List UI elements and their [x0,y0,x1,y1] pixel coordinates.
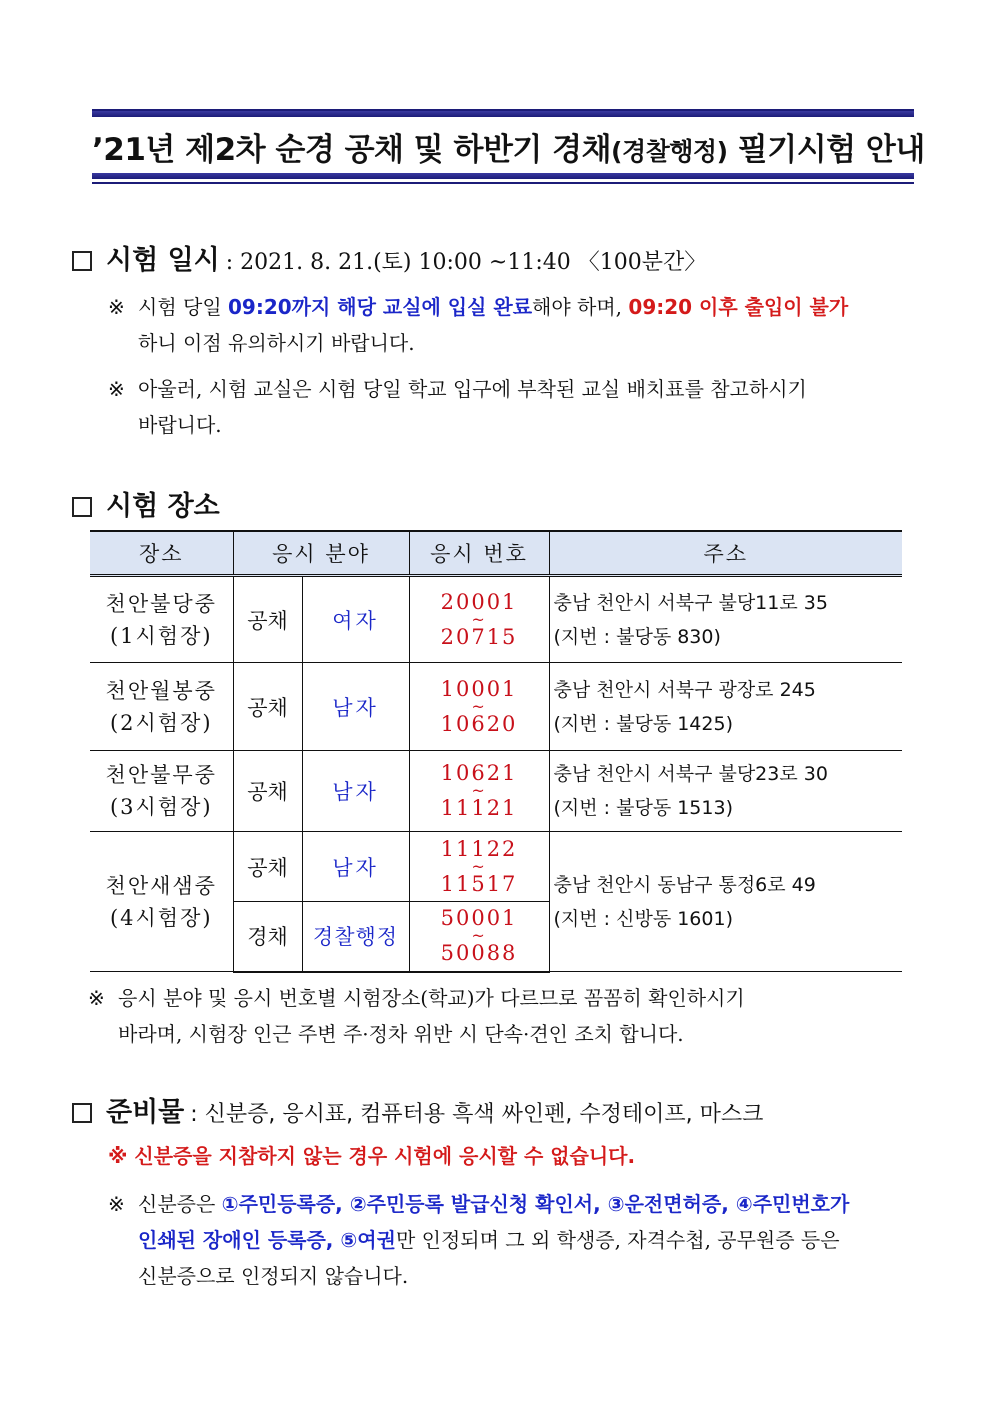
exam-type-cell: 공채 [233,832,302,902]
school-cell: 천안불당중 (1시험장) [90,576,233,663]
table-row [90,832,902,902]
section-exam-date: 시험 일시 : 2021. 8. 21.(토) 10:00 ~11:40 〈100분간〉 [72,238,706,277]
address-cell: 충남 천안시 서북구 불당23로 30 (지번 : 불당동 1513) [549,751,902,832]
checkbox-square-icon [72,1103,92,1123]
exam-place-note: ※ 응시 분야 및 응시 번호별 시험장소(학교)가 다르므로 꼼꼼히 확인하시기 바라며, 시험장 인근 주변 주·정차 위반 시 단속·견인 조치 합니다. [88,986,745,1046]
school-cell: 천안월봉중 (2시험장) [90,663,233,751]
section-exam-place: 시험 장소 [72,484,220,523]
exam-field-cell: 여자 [302,576,409,663]
exam-number-range: 50001 ~ 50088 [409,902,549,972]
exam-field-cell: 남자 [302,832,409,902]
school-cell: 천안새샘중 (4시험장) [90,832,233,972]
exam-place-table [90,530,902,973]
address-cell: 충남 천안시 서북구 불당11로 35 (지번 : 불당동 830) [549,576,902,663]
table-row [90,751,902,832]
col-header-field: 응시 분야 [233,531,409,576]
seat-chart-note: ※ 아울러, 시험 교실은 시험 당일 학교 입구에 부착된 교실 배치표를 참고하시기 바랍니다. [108,377,807,437]
address-cell: 충남 천안시 동남구 통정6로 49 (지번 : 신방동 1601) [549,832,902,972]
id-required-warning: ※ 신분증을 지참하지 않는 경우 시험에 응시할 수 없습니다. [108,1144,636,1168]
exam-field-cell: 남자 [302,663,409,751]
exam-type-cell: 공채 [233,576,302,663]
table-header-row [90,531,902,576]
col-header-place: 장소 [90,531,233,576]
exam-type-cell: 경채 [233,902,302,972]
checkbox-square-icon [72,497,92,517]
checkbox-square-icon [72,251,92,271]
section-supplies: 준비물 : 신분증, 응시표, 컴퓨터용 흑색 싸인펜, 수정테이프, 마스크 [72,1090,763,1129]
col-header-address: 주소 [549,531,902,576]
id-types-note: ※ 신분증은 ①주민등록증, ②주민등록 발급신청 확인서, ③운전면허증, ④주민번호가 인쇄된 장애인 등록증, ⑤여권만 인정되며 그 외 학생증, 자격수첩, 공무원증 등은 신분증으로 인정되지 않습니다. [108,1192,850,1288]
page-title: ’21년 제2차 순경 공채 및 하반기 경채(경찰행정) 필기시험 안내 [92,132,925,168]
entry-time-note: ※ 시험 당일 09:20까지 해당 교실에 입실 완료해야 하며, 09:20 이후 출입이 불가 하니 이점 유의하시기 바랍니다. [108,295,849,355]
table-row [90,663,902,751]
table-row [90,576,902,663]
exam-number-range: 10001 ~ 10620 [409,663,549,751]
exam-field-cell: 경찰행정 [302,902,409,972]
address-cell: 충남 천안시 서북구 광장로 245 (지번 : 불당동 1425) [549,663,902,751]
exam-type-cell: 공채 [233,751,302,832]
exam-number-range: 11122 ~ 11517 [409,832,549,902]
title-bottom-rule [92,173,914,187]
col-header-number: 응시 번호 [409,531,549,576]
exam-number-range: 10621 ~ 11121 [409,751,549,832]
school-cell: 천안불무중 (3시험장) [90,751,233,832]
title-top-rule [92,106,914,117]
exam-field-cell: 남자 [302,751,409,832]
exam-number-range: 20001 ~ 20715 [409,576,549,663]
exam-type-cell: 공채 [233,663,302,751]
